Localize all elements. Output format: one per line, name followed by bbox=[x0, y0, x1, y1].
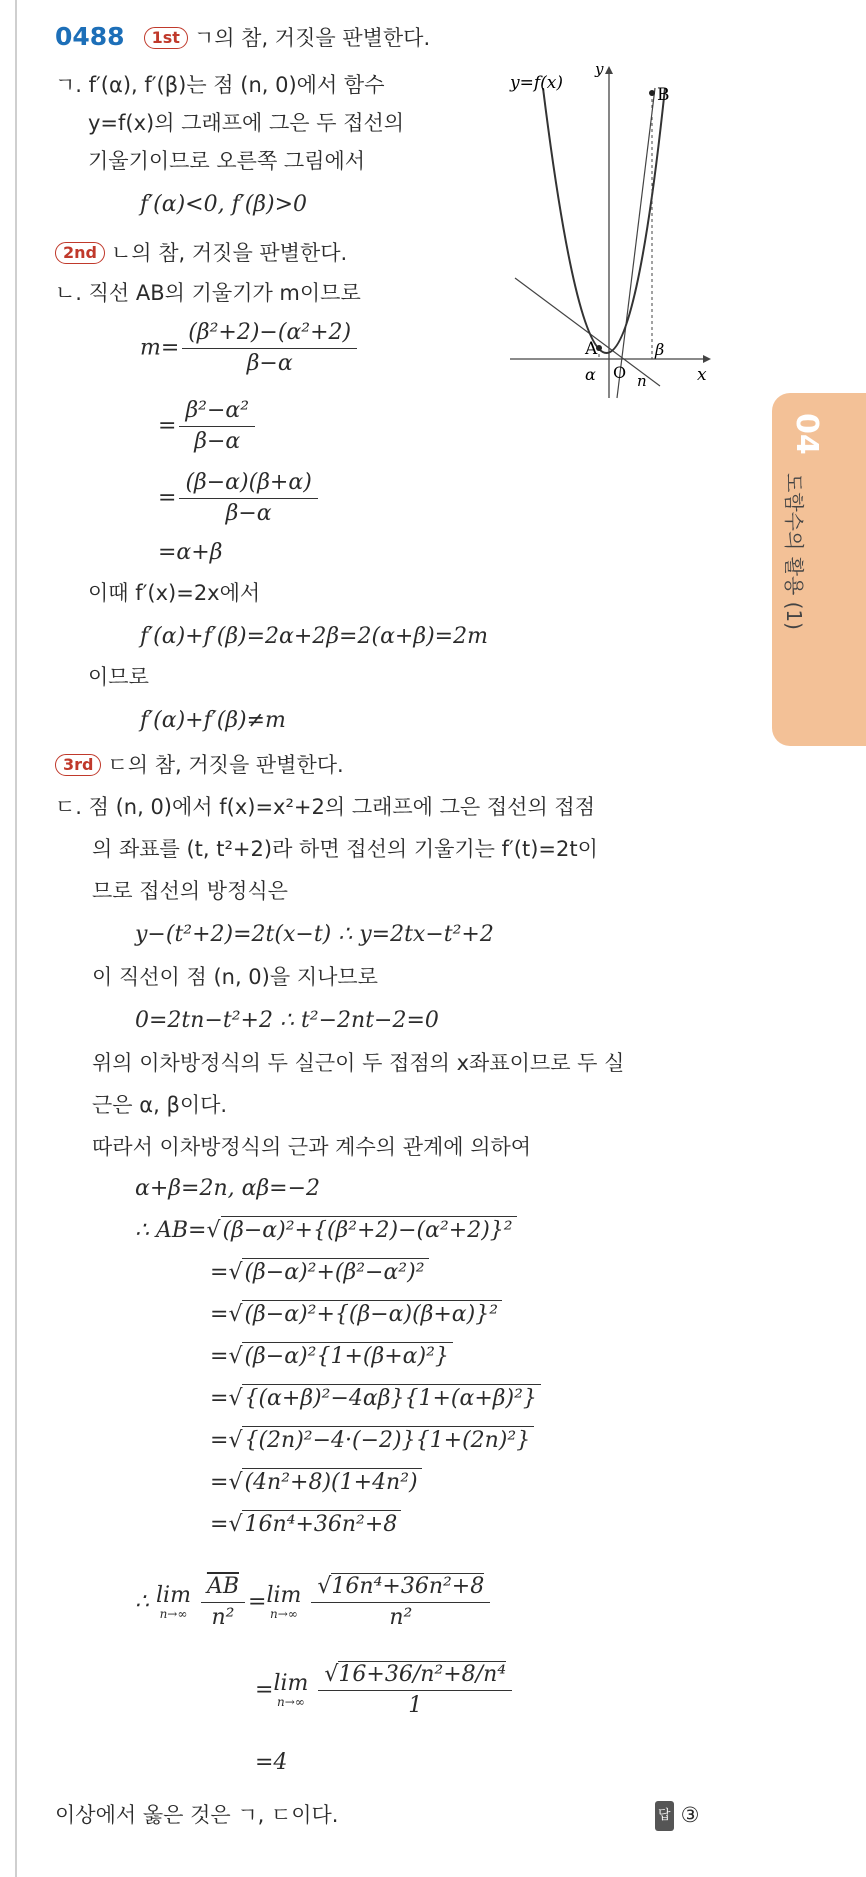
part-d-line-2: 의 좌표를 (t, t²+2)라 하면 접선의 기울기는 f′(t)=2t이 bbox=[92, 837, 598, 861]
problem-number: 0488 bbox=[55, 22, 125, 51]
ab-eq-2 bbox=[210, 1258, 429, 1288]
step-heading-2nd: ㄴ의 참, 거짓을 판별한다. bbox=[110, 241, 348, 265]
eq-sign: = bbox=[210, 1470, 229, 1495]
part-g-line-3: 기울기이므로 오른쪽 그림에서 bbox=[88, 149, 366, 173]
fraction-1-den: β−α bbox=[246, 351, 293, 376]
fraction-1-num: (β²+2)−(α²+2) bbox=[182, 318, 357, 349]
alpha-label: α bbox=[585, 365, 596, 384]
radical-sign: √ bbox=[228, 1386, 243, 1411]
answer-marker: 답 bbox=[655, 1801, 674, 1831]
n-label: n bbox=[637, 372, 647, 390]
limit-fraction-2-radicand: 16n⁴+36n²+8 bbox=[331, 1574, 485, 1599]
eq-sign: = bbox=[210, 1260, 229, 1285]
radical-sign: √ bbox=[228, 1512, 243, 1537]
parabola-curve bbox=[543, 88, 665, 353]
x-axis-arrow bbox=[703, 355, 711, 363]
sqrt-4: (β−α)²{1+(β+α)²} bbox=[242, 1342, 452, 1371]
part-d-line-5: 이 직선이 점 (n, 0)을 지나므로 bbox=[92, 965, 378, 989]
fraction-2 bbox=[179, 396, 255, 457]
eq-sign: = bbox=[210, 1428, 229, 1453]
step-3-header bbox=[55, 750, 344, 781]
part-d-line-8: 근은 α, β이다. bbox=[92, 1093, 228, 1117]
part-d-line-4: y−(t²+2)=2t(x−t) ∴ y=2tx−t²+2 bbox=[135, 922, 494, 947]
step-2-header bbox=[55, 238, 347, 269]
lim-operator bbox=[273, 1670, 309, 1709]
sqrt-6: {(2n)²−4·(−2)}{1+(2n)²} bbox=[242, 1426, 534, 1455]
sqrt-3: (β−α)²+{(β−α)(β+α)}² bbox=[242, 1300, 502, 1329]
sqrt-2: (β−α)²+(β²−α²)² bbox=[242, 1258, 428, 1287]
radical-sign: √ bbox=[228, 1260, 243, 1285]
point-b-dot bbox=[649, 90, 655, 96]
limit-fraction-2 bbox=[311, 1572, 490, 1633]
conclusion: 이상에서 옳은 것은 ㄱ, ㄷ이다. bbox=[55, 1803, 339, 1827]
limit-fraction-3 bbox=[318, 1660, 512, 1721]
eq-sign: = bbox=[248, 1589, 267, 1615]
part-d-line-9: 따라서 이차방정식의 근과 계수의 관계에 의하여 bbox=[92, 1135, 532, 1159]
tangent-line-b bbox=[617, 88, 655, 398]
part-d-line-1: ㄷ. 점 (n, 0)에서 f(x)=x²+2의 그래프에 그은 접선의 접점 bbox=[55, 795, 595, 819]
part-d-line-6: 0=2tn−t²+2 ∴ t²−2nt−2=0 bbox=[135, 1008, 439, 1033]
y-axis-label: y bbox=[595, 60, 604, 78]
point-a-label: A bbox=[585, 339, 598, 359]
step-badge-1st: 1st bbox=[144, 27, 188, 49]
ab-eq-8 bbox=[210, 1510, 401, 1540]
left-margin-rule bbox=[15, 0, 17, 1877]
fraction-3-den: β−α bbox=[225, 501, 272, 526]
eq-sign: = bbox=[255, 1677, 274, 1703]
answer-choice: ③ bbox=[680, 1803, 700, 1827]
step-badge-3rd: 3rd bbox=[55, 754, 101, 776]
ab-eq-6 bbox=[210, 1426, 534, 1456]
step-badge-2nd: 2nd bbox=[55, 242, 105, 264]
chapter-number: 04 bbox=[789, 413, 824, 455]
problem-header bbox=[55, 22, 430, 54]
eq-sign: = bbox=[210, 1386, 229, 1411]
radical-sign: √ bbox=[228, 1470, 243, 1495]
sqrt-7: (4n²+8)(1+4n²) bbox=[242, 1468, 421, 1497]
eq-sign: = bbox=[210, 1302, 229, 1327]
eq-sign: = bbox=[210, 1344, 229, 1369]
lim-word: lim bbox=[273, 1670, 309, 1696]
lim-operator bbox=[266, 1582, 302, 1621]
part-g-line-4: f′(α)<0, f′(β)>0 bbox=[140, 192, 308, 217]
limit-fraction-3-radicand: 16+36/n²+8/n⁴ bbox=[338, 1662, 507, 1687]
limit-fraction-3-num bbox=[318, 1660, 512, 1691]
x-axis-label: x bbox=[697, 365, 707, 385]
limit-fraction-2-den: n² bbox=[389, 1605, 413, 1630]
fraction-3-num: (β−α)(β+α) bbox=[179, 468, 317, 499]
chapter-title: 도함수의 활용 (1) bbox=[782, 473, 806, 630]
slope-eq-4: =α+β bbox=[158, 540, 223, 565]
limit-result: =4 bbox=[255, 1750, 288, 1775]
chapter-side-tab bbox=[772, 393, 866, 746]
part-g-line-2: y=f(x)의 그래프에 그은 두 접선의 bbox=[88, 111, 405, 135]
lim-subscript: n→∞ bbox=[277, 1694, 305, 1709]
radical-sign: √ bbox=[228, 1302, 243, 1327]
part-g-line-1: ㄱ. f′(α), f′(β)는 점 (n, 0)에서 함수 bbox=[55, 73, 385, 97]
eq-sign: = bbox=[210, 1512, 229, 1537]
part-n-line-7: 이므로 bbox=[88, 665, 149, 689]
fraction-2-den: β−α bbox=[194, 429, 241, 454]
limit-fraction-1-num: $\overline{AB}$ bbox=[201, 1572, 245, 1603]
answer bbox=[655, 1800, 699, 1831]
limit-eq-2 bbox=[255, 1660, 515, 1721]
part-n-line-8: f′(α)+f′(β)≠m bbox=[140, 708, 286, 733]
fraction-1 bbox=[182, 318, 357, 379]
sqrt-8: 16n⁴+36n²+8 bbox=[242, 1510, 401, 1539]
step-heading-1st: ㄱ의 참, 거짓을 판별한다. bbox=[193, 26, 431, 50]
fraction-3 bbox=[179, 468, 317, 529]
limit-fraction-3-den: 1 bbox=[408, 1693, 423, 1718]
ab-eq-3 bbox=[210, 1300, 502, 1330]
eq-sign: = bbox=[158, 413, 177, 439]
limit-fraction-1 bbox=[201, 1572, 245, 1633]
sqrt-5: {(α+β)²−4αβ}{1+(α+β)²} bbox=[242, 1384, 540, 1413]
ab-eq-7 bbox=[210, 1468, 422, 1498]
y-axis-arrow bbox=[605, 66, 613, 74]
fraction-2-num: β²−α² bbox=[179, 396, 255, 427]
lim-subscript: n→∞ bbox=[159, 1606, 188, 1621]
radical-sign: √ bbox=[317, 1574, 332, 1599]
ab-eq-1 bbox=[135, 1216, 517, 1246]
slope-eq-2 bbox=[158, 396, 258, 457]
limit-fraction-1-den: n² bbox=[211, 1605, 235, 1630]
slope-eq-3 bbox=[158, 468, 321, 529]
part-n-line-1: ㄴ. 직선 AB의 기울기가 m이므로 bbox=[55, 281, 361, 305]
radical-sign: √ bbox=[228, 1428, 243, 1453]
radical-sign: √ bbox=[324, 1662, 339, 1687]
step-heading-3rd: ㄷ의 참, 거짓을 판별한다. bbox=[107, 753, 344, 777]
limit-eq-1 bbox=[135, 1572, 493, 1633]
part-d-line-10: α+β=2n, αβ=−2 bbox=[135, 1176, 321, 1201]
parabola-graph bbox=[505, 58, 720, 403]
part-d-line-7: 위의 이차방정식의 두 실근이 두 접점의 x좌표이므로 두 실 bbox=[92, 1051, 625, 1075]
therefore-sign: ∴ bbox=[135, 1589, 149, 1615]
slope-eq-1 bbox=[140, 318, 360, 379]
eq-sign: = bbox=[158, 485, 177, 511]
part-d-line-3: 므로 접선의 방정식은 bbox=[92, 879, 288, 903]
radical-sign: √ bbox=[228, 1344, 243, 1369]
point-b-label: B bbox=[657, 85, 670, 105]
curve-label: y=f(x) bbox=[510, 73, 563, 93]
lim-subscript: n→∞ bbox=[270, 1606, 298, 1621]
lim-word: lim bbox=[156, 1582, 191, 1608]
lim-operator bbox=[156, 1582, 191, 1621]
radical-sign: √ bbox=[206, 1218, 221, 1243]
beta-label: β bbox=[655, 340, 665, 359]
limit-fraction-2-num bbox=[311, 1572, 490, 1603]
origin-label: O bbox=[613, 363, 627, 382]
ab-prefix: ∴ AB= bbox=[135, 1218, 207, 1243]
ab-eq-5 bbox=[210, 1384, 541, 1414]
m-lhs: m= bbox=[140, 335, 180, 361]
part-n-line-6: f′(α)+f′(β)=2α+2β=2(α+β)=2m bbox=[140, 624, 488, 649]
part-n-line-5: 이때 f′(x)=2x에서 bbox=[88, 581, 261, 605]
lim-word: lim bbox=[266, 1582, 302, 1608]
sqrt-1: (β−α)²+{(β²+2)−(α²+2)}² bbox=[221, 1216, 517, 1245]
ab-eq-4 bbox=[210, 1342, 453, 1372]
